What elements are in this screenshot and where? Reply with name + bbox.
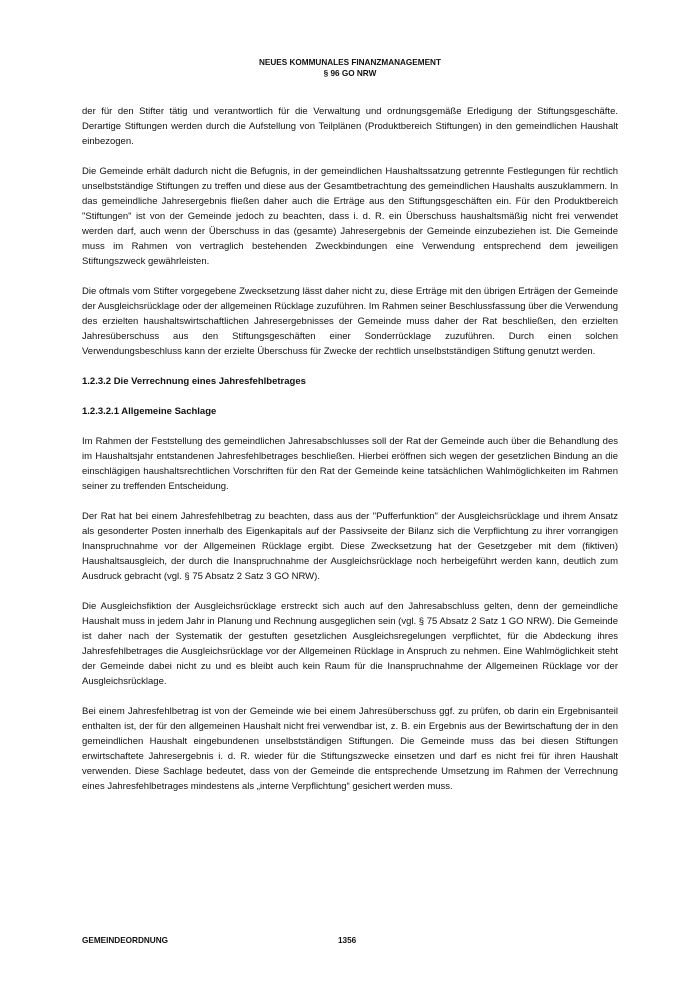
page-number: 1356 xyxy=(338,936,357,945)
section-heading: 1.2.3.2 Die Verrechnung eines Jahresfehlbetrages xyxy=(82,376,306,387)
paragraph: der für den Stifter tätig und verantwortlich für die Verwaltung und ordnungsgemäße Erledigung der Stiftungsgeschäfte. Derartige Stiftungen werden durch die Aufstellung von Teilplänen (Produktbereich Stiftungen) in den gemeindlichen Haushalt einbezogen. xyxy=(82,106,618,147)
header-title: NEUES KOMMUNALES FINANZMANAGEMENT xyxy=(259,58,441,67)
header-section: § 96 GO NRW xyxy=(323,69,377,78)
document-body xyxy=(82,104,618,809)
footer-label: GEMEINDEORDNUNG xyxy=(82,936,168,945)
paragraph: Die oftmals vom Stifter vorgegebene Zwecksetzung lässt daher nicht zu, diese Erträge mit den übrigen Erträgen der Gemeinde der Ausgleichsrücklage oder der allgemeinen Rücklage zuzuführen. Im Rahmen seiner Beschlussfassung über die Verwendung des erzielten haushaltswirtschaftlichen Jahresergebnisses der Gemeinde muss daher der Rat beschließen, den erzielten Jahresüberschuss aus den Stiftungsgeschäften einer Sonderrücklage zuzuführen. Durch einen solchen Verwendungsbeschluss kann der erzielte Überschuss für Zwecke der rechtlich unselbstständigen Stiftung genutzt werden. xyxy=(82,286,619,357)
paragraph: Im Rahmen der Feststellung des gemeindlichen Jahresabschlusses soll der Rat der Gemeinde auch über die Behandlung des im Haushaltsjahr entstandenen Jahresfehlbetrages beschließen. Hierbei eröffnen sich wegen der gesetzlichen Bindung an die einschlägigen haushaltsrechtlichen Vorschriften für den Rat der Gemeinde keine tatsächlichen Wahlmöglichkeiten im Rahmen seiner zu treffenden Entscheidung. xyxy=(82,436,618,492)
page-header xyxy=(0,57,700,79)
paragraph: Der Rat hat bei einem Jahresfehlbetrag zu beachten, dass aus der "Pufferfunktion" der Ausgleichsrücklage und ihrem Ansatz als gesonderter Posten innerhalb des Eigenkapitals auf der Passivseite der Bilanz sich die Verpflichtung zu ihrer vorrangigen Inanspruchnahme vor der Allgemeinen Rücklage ergibt. Diese Zwecksetzung hat der Gesetzgeber mit dem (fiktiven) Haushaltsausgleich, der durch die Inanspruchnahme der Ausgleichsrücklage noch herbeigeführt werden kann, deutlich zum Ausdruck gebracht (vgl. § 75 Absatz 2 Satz 3 GO NRW). xyxy=(82,511,618,582)
paragraph: Die Ausgleichsfiktion der Ausgleichsrücklage erstreckt sich auch auf den Jahresabschluss gelten, denn der gemeindliche Haushalt muss in jedem Jahr in Planung und Rechnung ausgeglichen sein (vgl. § 75 Absatz 2 Satz 1 GO NRW). Die Gemeinde ist daher nach der Systematik der gestuften gesetzlichen Ausgleichsregelungen verpflichtet, für die Abdeckung ihres Jahresfehlbetrages die Ausgleichsrücklage vor der Allgemeinen Rücklage in Anspruch zu nehmen. Eine Wahlmöglichkeit steht der Gemeinde dabei nicht zu und es bleibt auch kein Raum für die Inanspruchnahme der Allgemeinen Rücklage vor der Ausgleichsrücklage. xyxy=(82,601,618,687)
paragraph: Die Gemeinde erhält dadurch nicht die Befugnis, in der gemeindlichen Haushaltssatzung getrennte Festlegungen für rechtlich unselbstständige Stiftungen zu treffen und diese aus der Gesamtbetrachtung des gemeindlichen Haushalts auszuklammern. In das gemeindliche Jahresergebnis fließen daher auch die Erträge aus den Stiftungsgeschäften ein. Für den Produktbereich "Stiftungen" ist von der Gemeinde jedoch zu beachten, dass i. d. R. ein Überschuss haushaltsmäßig nicht frei verwendet werden darf, auch wenn der Überschuss in das (gesamte) Jahresergebnis der Gemeinde einzubeziehen ist. Die Gemeinde muss im Rahmen von vertraglich bestehenden Zweckbindungen eine Verwendung entsprechend dem jeweiligen Stiftungszweck gewährleisten. xyxy=(82,166,618,267)
subsection-heading: 1.2.3.2.1 Allgemeine Sachlage xyxy=(82,406,217,417)
paragraph: Bei einem Jahresfehlbetrag ist von der Gemeinde wie bei einem Jahresüberschuss ggf. zu prüfen, ob darin ein Ergebnisanteil enthalten ist, der für den allgemeinen Haushalt nicht frei verwendbar ist, z. B. ein Ergebnis aus der Bewirtschaftung der in den gemeindlichen Haushalt eingebundenen unselbstständigen Stiftungen. Die Gemeinde muss das bei diesen Stiftungen erwirtschaftete Jahresergebnis i. d. R. wieder für die Stiftungszwecke einsetzen und darf es nicht frei für ihren Haushalt verwenden. Diese Sachlage bedeutet, dass von der Gemeinde die entsprechende Umsetzung im Rahmen der Verrechnung eines Jahresfehlbetrages mindestens als „interne Verpflichtung“ gesichert werden muss. xyxy=(82,706,618,792)
